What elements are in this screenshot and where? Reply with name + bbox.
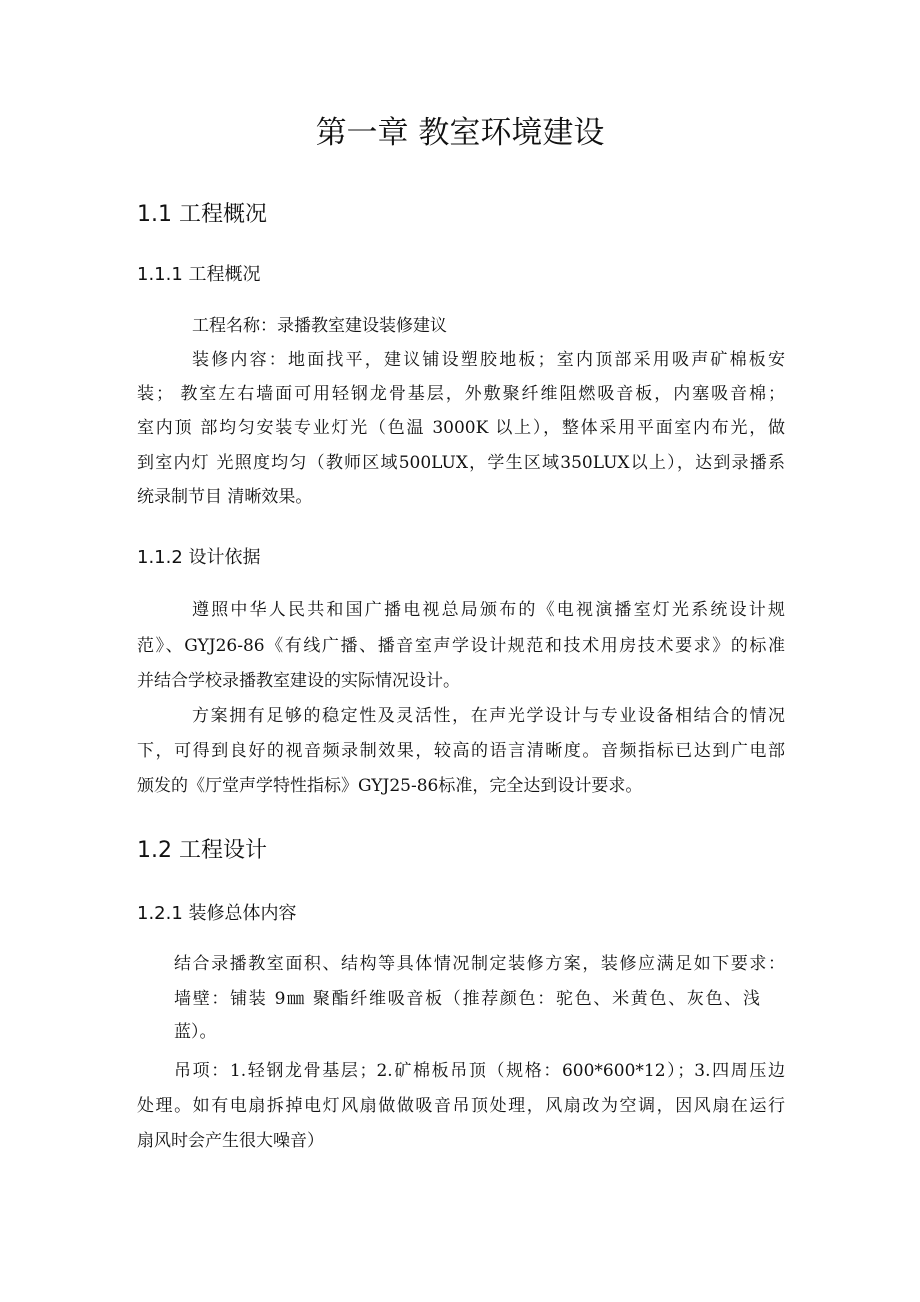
- body-line: 并结合学校录播教室建设的实际情况设计。: [137, 671, 460, 691]
- body-line: 墙壁：铺装 9㎜ 聚酯纤维吸音板（推荐颜色：驼色、米黄色、灰色、浅: [174, 989, 760, 1009]
- body-line: 装修内容：地面找平，建议铺设塑胶地板；室内顶部采用吸声矿棉板安: [192, 350, 785, 370]
- body-line: 范》、GYJ26-86《有线广播、播音室声学设计规范和技术用房技术要求》的标准: [137, 636, 785, 656]
- subsection-heading-1-2-1: 1.2.1 装修总体内容: [137, 903, 297, 924]
- body-line: 吊项：1.轻钢龙骨基层；2.矿棉板吊顶（规格：600*600*12）；3.四周压边: [174, 1061, 785, 1081]
- body-line: 装； 教室左右墙面可用轻钢龙骨基层，外敷聚纤维阻燃吸音板，内塞吸音棉；: [137, 384, 785, 404]
- body-line: 到室内灯 光照度均匀（教师区域500LUX，学生区域350LUX以上），达到录播系: [137, 453, 785, 473]
- body-line: 遵照中华人民共和国广播电视总局颁布的《电视演播室灯光系统设计规: [192, 600, 785, 620]
- body-line: 结合录播教室面积、结构等具体情况制定装修方案，装修应满足如下要求：: [174, 954, 785, 974]
- body-line: 颁发的《厅堂声学特性指标》GYJ25-86标准，完全达到设计要求。: [137, 776, 643, 796]
- section-heading-1-2: 1.2 工程设计: [137, 838, 267, 863]
- subsection-heading-1-1-1: 1.1.1 工程概况: [137, 264, 261, 285]
- body-line: 下，可得到良好的视音频录制效果，较高的语言清晰度。音频指标已达到广电部: [137, 741, 785, 761]
- body-line: 扇风时会产生很大噪音）: [137, 1131, 324, 1151]
- body-line: 统录制节目 清晰效果。: [137, 487, 313, 507]
- chapter-title: 第一章 教室环境建设: [315, 115, 605, 151]
- body-line: 蓝）。: [174, 1022, 217, 1042]
- body-line: 方案拥有足够的稳定性及灵活性，在声光学设计与专业设备相结合的情况: [192, 706, 785, 726]
- body-line: 工程名称：录播教室建设装修建议: [192, 316, 447, 336]
- body-line: 室内顶 部均匀安装专业灯光（色温 3000K 以上），整体采用平面室内布光，做: [137, 418, 785, 438]
- body-line: 处理。如有电扇拆掉电灯风扇做做吸音吊顶处理，风扇改为空调，因风扇在运行: [137, 1096, 785, 1116]
- subsection-heading-1-1-2: 1.1.2 设计依据: [137, 547, 261, 568]
- section-heading-1-1: 1.1 工程概况: [137, 202, 267, 227]
